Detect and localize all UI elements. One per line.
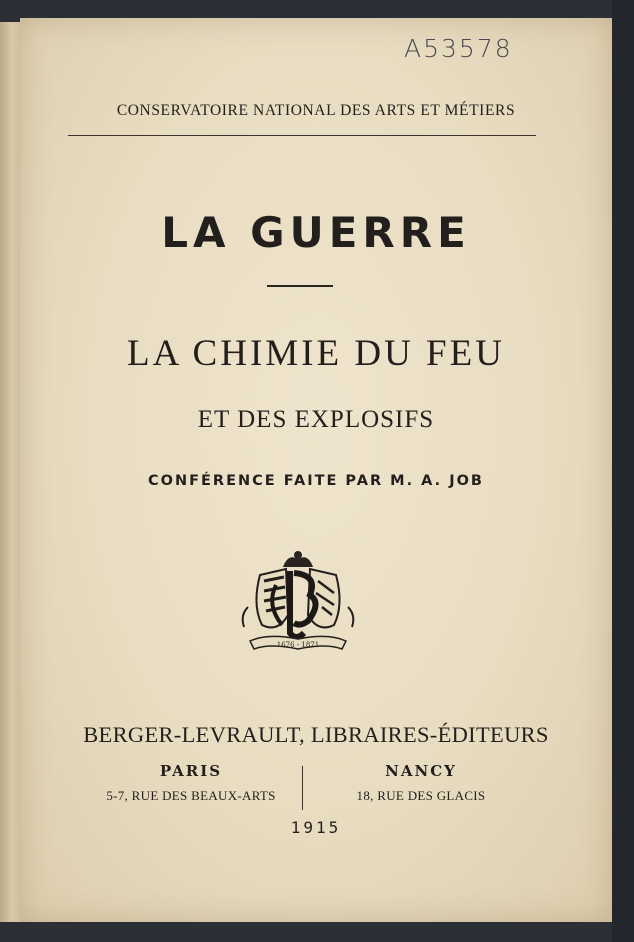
previous-page-edge: [0, 22, 21, 922]
subtitle: ET DES EXPLOSIFS: [197, 406, 435, 433]
title-divider: [267, 285, 333, 287]
address-nancy: [306, 762, 536, 804]
series-title: LA GUERRE: [161, 208, 471, 257]
city-nancy: NANCY: [385, 762, 457, 780]
publisher-monogram-emblem-icon: [238, 545, 358, 661]
street-nancy: 18, RUE DES GLACIS: [356, 788, 486, 803]
title-page: [20, 18, 612, 922]
lecture-credit: CONFÉRENCE FAITE PAR M. A. JOB: [148, 473, 484, 489]
institution-name: CONSERVATOIRE NATIONAL DES ARTS ET MÉTIERS: [116, 102, 516, 119]
publication-year: 1915: [290, 818, 342, 837]
publisher-line: BERGER-LEVRAULT, LIBRAIRES-ÉDITEURS: [83, 722, 549, 747]
main-title: LA CHIMIE DU FEU: [127, 333, 505, 374]
emblem-dates: 1676 - 1871: [276, 641, 320, 649]
top-rule: [68, 135, 536, 136]
city-paris: PARIS: [159, 762, 223, 780]
street-paris: 5-7, RUE DES BEAUX-ARTS: [106, 788, 276, 803]
address-paris: [76, 762, 306, 804]
scan-background-edge: [612, 0, 634, 942]
handwritten-catalog-number: A53578: [404, 34, 513, 63]
address-separator: [302, 766, 303, 810]
